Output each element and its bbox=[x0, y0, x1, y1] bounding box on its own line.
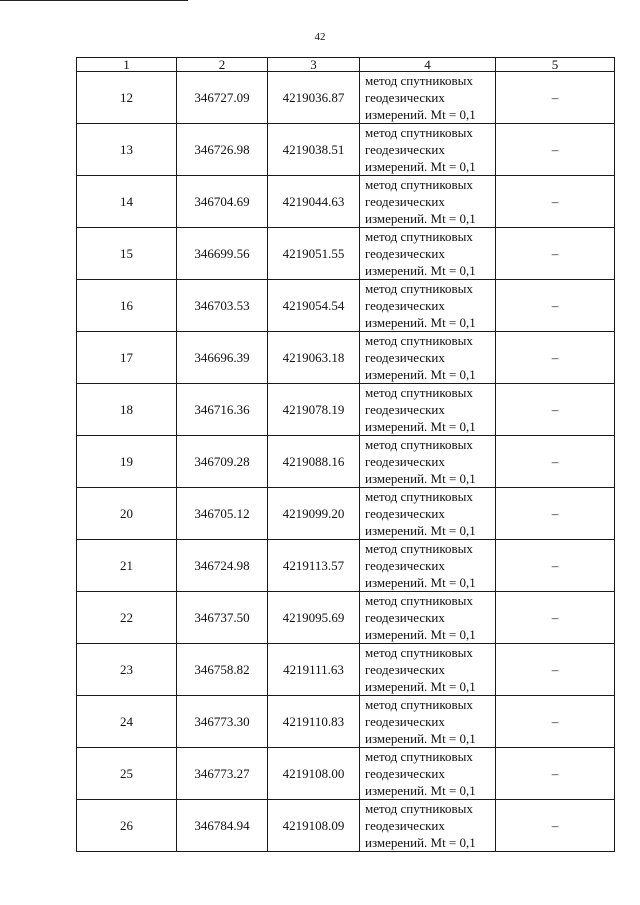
method-line: метод спутниковых bbox=[365, 697, 473, 712]
method-cell bbox=[360, 800, 496, 852]
method-line: измерений. Mt = 0,1 bbox=[365, 471, 476, 486]
method-line: измерений. Mt = 0,1 bbox=[365, 367, 476, 382]
method-cell bbox=[360, 228, 496, 280]
method-line: измерений. Mt = 0,1 bbox=[365, 679, 476, 694]
table-row bbox=[77, 540, 615, 592]
point-number-cell: 14 bbox=[77, 176, 177, 228]
y-coordinate-cell: 4219051.55 bbox=[268, 228, 360, 280]
coordinates-table bbox=[76, 57, 615, 852]
x-coordinate-cell: 346705.12 bbox=[177, 488, 268, 540]
method-cell bbox=[360, 644, 496, 696]
method-line: измерений. Mt = 0,1 bbox=[365, 419, 476, 434]
method-line: метод спутниковых bbox=[365, 125, 473, 140]
method-cell bbox=[360, 748, 496, 800]
table-row bbox=[77, 592, 615, 644]
note-cell: – bbox=[496, 280, 615, 332]
y-coordinate-cell: 4219095.69 bbox=[268, 592, 360, 644]
method-line: измерений. Mt = 0,1 bbox=[365, 523, 476, 538]
point-number-cell: 17 bbox=[77, 332, 177, 384]
method-line: геодезических bbox=[365, 350, 445, 365]
method-line: метод спутниковых bbox=[365, 177, 473, 192]
table-header-row bbox=[77, 58, 615, 72]
method-line: геодезических bbox=[365, 402, 445, 417]
column-header-4: 4 bbox=[360, 58, 496, 72]
y-coordinate-cell: 4219111.63 bbox=[268, 644, 360, 696]
y-coordinate-cell: 4219036.87 bbox=[268, 72, 360, 124]
table-row bbox=[77, 436, 615, 488]
y-coordinate-cell: 4219108.00 bbox=[268, 748, 360, 800]
table-row bbox=[77, 696, 615, 748]
table-row bbox=[77, 384, 615, 436]
table-row bbox=[77, 228, 615, 280]
method-line: геодезических bbox=[365, 610, 445, 625]
table-body bbox=[77, 72, 615, 852]
point-number-cell: 23 bbox=[77, 644, 177, 696]
method-line: метод спутниковых bbox=[365, 489, 473, 504]
note-cell: – bbox=[496, 800, 615, 852]
point-number-cell: 26 bbox=[77, 800, 177, 852]
x-coordinate-cell: 346704.69 bbox=[177, 176, 268, 228]
column-header-3: 3 bbox=[268, 58, 360, 72]
table-row bbox=[77, 72, 615, 124]
method-line: метод спутниковых bbox=[365, 73, 473, 88]
note-cell: – bbox=[496, 644, 615, 696]
x-coordinate-cell: 346737.50 bbox=[177, 592, 268, 644]
x-coordinate-cell: 346727.09 bbox=[177, 72, 268, 124]
method-line: измерений. Mt = 0,1 bbox=[365, 107, 476, 122]
y-coordinate-cell: 4219113.57 bbox=[268, 540, 360, 592]
y-coordinate-cell: 4219108.09 bbox=[268, 800, 360, 852]
method-line: геодезических bbox=[365, 246, 445, 261]
point-number-cell: 24 bbox=[77, 696, 177, 748]
method-line: геодезических bbox=[365, 298, 445, 313]
note-cell: – bbox=[496, 592, 615, 644]
point-number-cell: 25 bbox=[77, 748, 177, 800]
method-line: метод спутниковых bbox=[365, 333, 473, 348]
x-coordinate-cell: 346696.39 bbox=[177, 332, 268, 384]
point-number-cell: 21 bbox=[77, 540, 177, 592]
y-coordinate-cell: 4219110.83 bbox=[268, 696, 360, 748]
method-cell bbox=[360, 592, 496, 644]
x-coordinate-cell: 346703.53 bbox=[177, 280, 268, 332]
method-line: метод спутниковых bbox=[365, 645, 473, 660]
y-coordinate-cell: 4219099.20 bbox=[268, 488, 360, 540]
point-number-cell: 13 bbox=[77, 124, 177, 176]
method-line: метод спутниковых bbox=[365, 801, 473, 816]
method-line: геодезических bbox=[365, 818, 445, 833]
note-cell: – bbox=[496, 228, 615, 280]
x-coordinate-cell: 346726.98 bbox=[177, 124, 268, 176]
point-number-cell: 19 bbox=[77, 436, 177, 488]
method-line: метод спутниковых bbox=[365, 749, 473, 764]
x-coordinate-cell: 346773.27 bbox=[177, 748, 268, 800]
column-header-5: 5 bbox=[496, 58, 615, 72]
note-cell: – bbox=[496, 124, 615, 176]
method-line: геодезических bbox=[365, 506, 445, 521]
method-cell bbox=[360, 488, 496, 540]
method-cell bbox=[360, 436, 496, 488]
note-cell: – bbox=[496, 436, 615, 488]
point-number-cell: 16 bbox=[77, 280, 177, 332]
method-cell bbox=[360, 280, 496, 332]
method-cell bbox=[360, 696, 496, 748]
y-coordinate-cell: 4219044.63 bbox=[268, 176, 360, 228]
note-cell: – bbox=[496, 176, 615, 228]
table-row bbox=[77, 124, 615, 176]
x-coordinate-cell: 346709.28 bbox=[177, 436, 268, 488]
method-line: метод спутниковых bbox=[365, 593, 473, 608]
method-line: метод спутниковых bbox=[365, 385, 473, 400]
y-coordinate-cell: 4219038.51 bbox=[268, 124, 360, 176]
point-number-cell: 18 bbox=[77, 384, 177, 436]
x-coordinate-cell: 346773.30 bbox=[177, 696, 268, 748]
method-line: метод спутниковых bbox=[365, 541, 473, 556]
method-line: измерений. Mt = 0,1 bbox=[365, 627, 476, 642]
method-cell bbox=[360, 124, 496, 176]
method-line: геодезических bbox=[365, 194, 445, 209]
method-cell bbox=[360, 72, 496, 124]
note-cell: – bbox=[496, 72, 615, 124]
method-line: измерений. Mt = 0,1 bbox=[365, 315, 476, 330]
method-line: метод спутниковых bbox=[365, 229, 473, 244]
x-coordinate-cell: 346784.94 bbox=[177, 800, 268, 852]
column-header-2: 2 bbox=[177, 58, 268, 72]
note-cell: – bbox=[496, 696, 615, 748]
method-cell bbox=[360, 176, 496, 228]
note-cell: – bbox=[496, 488, 615, 540]
method-line: геодезических bbox=[365, 90, 445, 105]
note-cell: – bbox=[496, 540, 615, 592]
table-row bbox=[77, 748, 615, 800]
point-number-cell: 22 bbox=[77, 592, 177, 644]
method-line: геодезических bbox=[365, 662, 445, 677]
method-line: геодезических bbox=[365, 766, 445, 781]
method-line: измерений. Mt = 0,1 bbox=[365, 263, 476, 278]
method-line: метод спутниковых bbox=[365, 281, 473, 296]
method-line: геодезических bbox=[365, 714, 445, 729]
method-line: метод спутниковых bbox=[365, 437, 473, 452]
method-line: измерений. Mt = 0,1 bbox=[365, 731, 476, 746]
column-header-1: 1 bbox=[77, 58, 177, 72]
table-row bbox=[77, 488, 615, 540]
table-row bbox=[77, 176, 615, 228]
method-line: измерений. Mt = 0,1 bbox=[365, 211, 476, 226]
x-coordinate-cell: 346724.98 bbox=[177, 540, 268, 592]
x-coordinate-cell: 346699.56 bbox=[177, 228, 268, 280]
method-cell bbox=[360, 540, 496, 592]
method-line: измерений. Mt = 0,1 bbox=[365, 835, 476, 850]
method-line: геодезических bbox=[365, 454, 445, 469]
table-row bbox=[77, 332, 615, 384]
note-cell: – bbox=[496, 332, 615, 384]
method-line: измерений. Mt = 0,1 bbox=[365, 783, 476, 798]
x-coordinate-cell: 346716.36 bbox=[177, 384, 268, 436]
table-row bbox=[77, 644, 615, 696]
point-number-cell: 20 bbox=[77, 488, 177, 540]
x-coordinate-cell: 346758.82 bbox=[177, 644, 268, 696]
point-number-cell: 12 bbox=[77, 72, 177, 124]
y-coordinate-cell: 4219054.54 bbox=[268, 280, 360, 332]
table-row bbox=[77, 280, 615, 332]
table-row bbox=[77, 800, 615, 852]
note-cell: – bbox=[496, 384, 615, 436]
y-coordinate-cell: 4219088.16 bbox=[268, 436, 360, 488]
page-number: 42 bbox=[314, 31, 326, 43]
method-line: измерений. Mt = 0,1 bbox=[365, 159, 476, 174]
method-cell bbox=[360, 332, 496, 384]
y-coordinate-cell: 4219078.19 bbox=[268, 384, 360, 436]
note-cell: – bbox=[496, 748, 615, 800]
top-rule bbox=[0, 0, 188, 1]
method-line: геодезических bbox=[365, 142, 445, 157]
method-line: измерений. Mt = 0,1 bbox=[365, 575, 476, 590]
y-coordinate-cell: 4219063.18 bbox=[268, 332, 360, 384]
method-cell bbox=[360, 384, 496, 436]
point-number-cell: 15 bbox=[77, 228, 177, 280]
method-line: геодезических bbox=[365, 558, 445, 573]
